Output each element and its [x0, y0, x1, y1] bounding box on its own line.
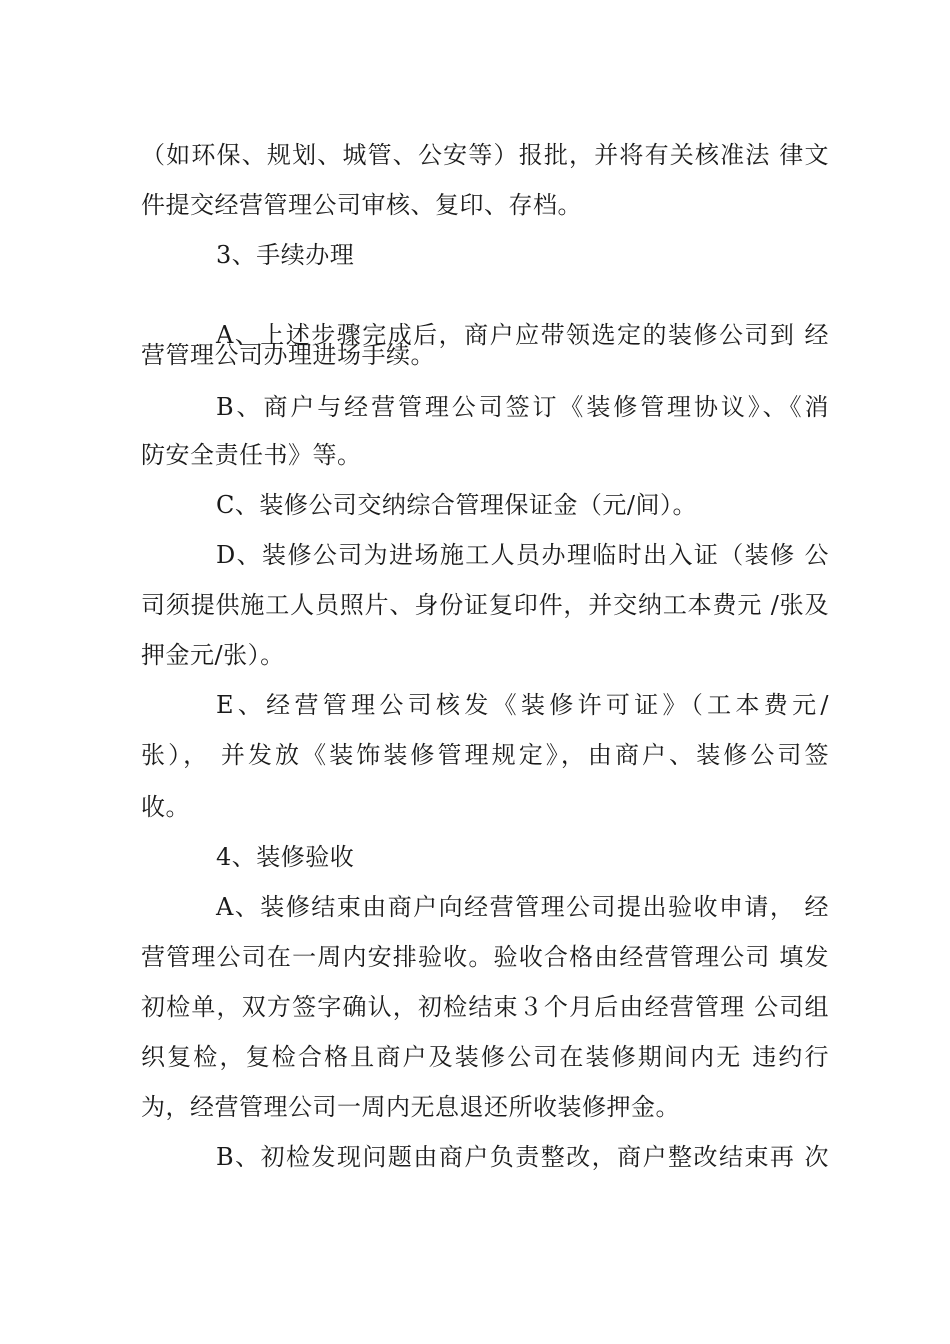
section-heading: 3、手续办理: [216, 241, 355, 269]
text-line: 营管理公司在一周内安排验收。验收合格由经营管理公司 填发: [141, 943, 829, 971]
text-line: D、装修公司为进场施工人员办理临时出入证（装修 公: [216, 541, 829, 569]
text-line: 司须提供施工人员照片、身份证复印件，并交纳工本费元 /张及: [141, 591, 829, 619]
text-line: B、初检发现问题由商户负责整改，商户整改结束再 次: [216, 1143, 829, 1171]
text-line: （如环保、规划、城管、公安等）报批，并将有关核准法 律文: [141, 141, 829, 169]
text-line: C、装修公司交纳综合管理保证金（元/间）。: [216, 491, 697, 519]
text-line: E、经营管理公司核发《装修许可证》（工本费元/: [216, 691, 829, 719]
text-line: 件提交经营管理公司审核、复印、存档。: [141, 191, 582, 219]
text-line: 营管理公司办理进场手续。: [141, 341, 435, 369]
text-line: 织复检，复检合格且商户及装修公司在装修期间内无 违约行: [141, 1043, 829, 1071]
text-line: A、上述步骤完成后，商户应带领选定的装修公司到 经: [216, 321, 829, 349]
text-line: A、装修结束由商户向经营管理公司提出验收申请， 经: [216, 893, 829, 921]
text-line: 押金元/张）。: [141, 641, 285, 669]
text-line: 张）， 并发放《装饰装修管理规定》，由商户、装修公司签: [141, 741, 829, 769]
text-line: 收。: [141, 793, 190, 821]
text-line: B、商户与经营管理公司签订《装修管理协议》、《消: [216, 393, 829, 421]
text-line: 初检单，双方签字确认，初检结束３个月后由经营管理 公司组: [141, 993, 829, 1021]
text-line: 防安全责任书》等。: [141, 441, 362, 469]
section-heading: 4、装修验收: [216, 843, 355, 871]
text-line: 为，经营管理公司一周内无息退还所收装修押金。: [141, 1093, 680, 1121]
